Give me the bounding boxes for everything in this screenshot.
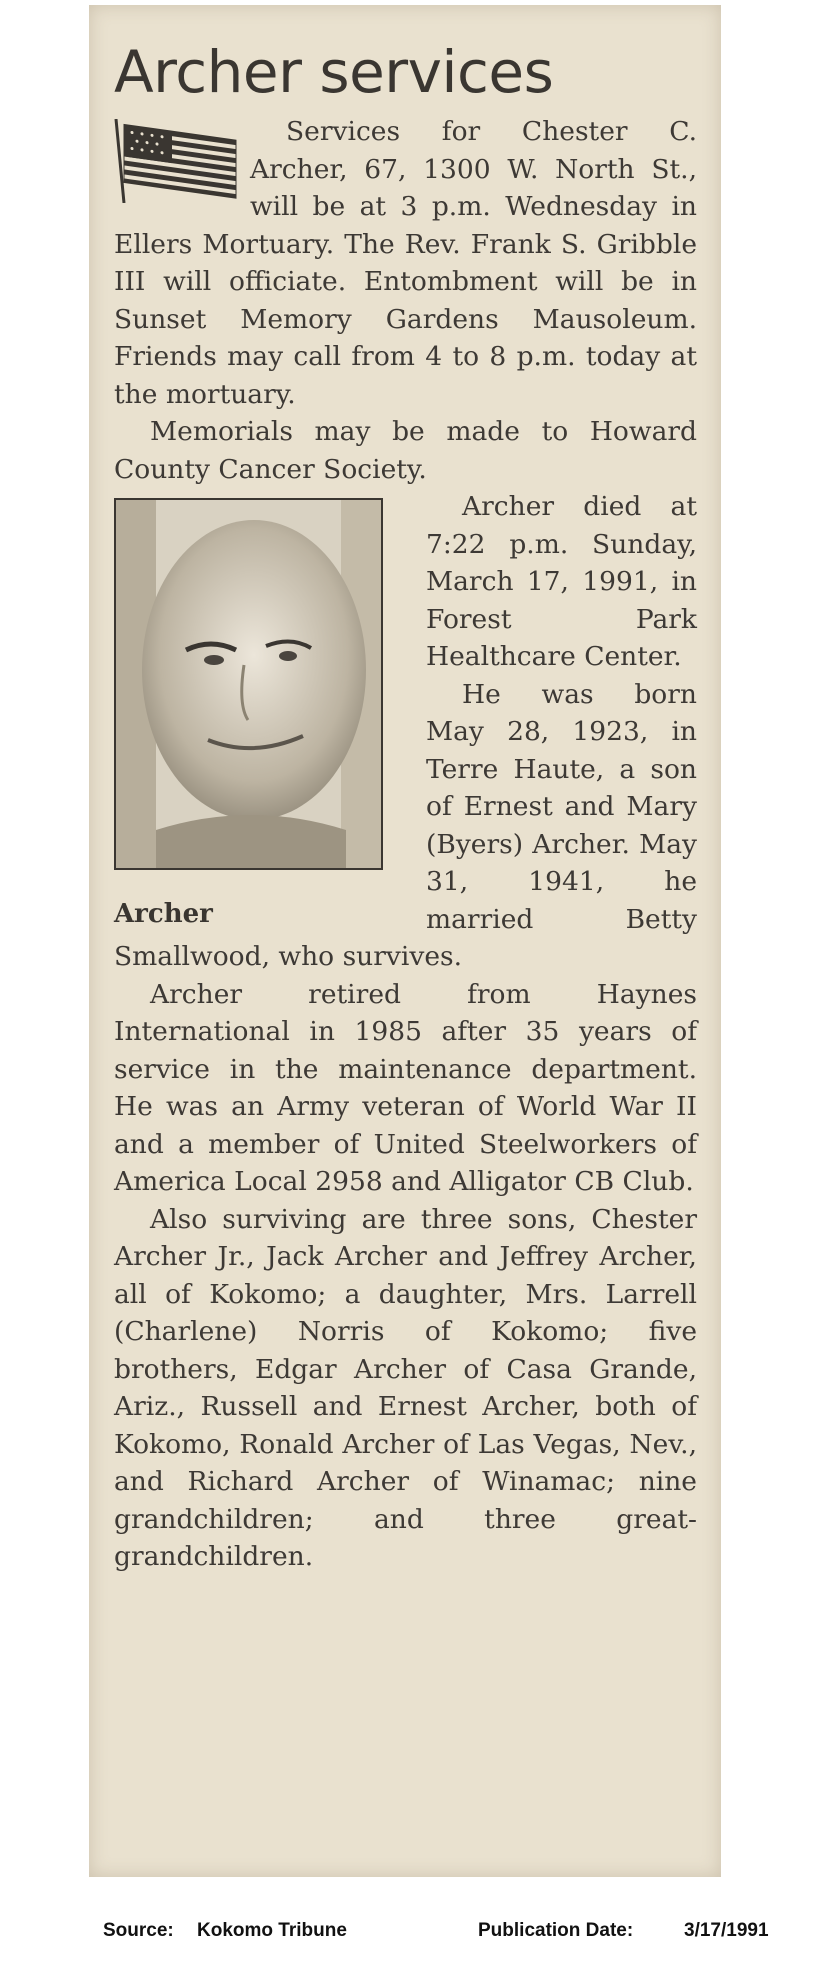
article-body: [114, 113, 697, 1576]
american-flag-icon: [114, 119, 240, 203]
paragraph-memorials: Memorials may be made to Howard County Cancer Society.: [114, 416, 697, 485]
newspaper-clipping: [89, 5, 721, 1877]
paragraph-death: Archer died at 7:22 p.m. Sunday, March 17, 1991, in Forest Park Healthcare Center.: [426, 491, 697, 672]
portrait-photo: [114, 498, 383, 870]
paragraph-birth: He was born May 28, 1923, in Terre Haute, a son of Ernest and Mary (Byers) Archer. May 31, 1941, he married Betty Smallwood, who survives.: [114, 678, 697, 972]
headline: Archer services: [114, 38, 554, 106]
paragraph-career: Archer retired from Haynes International in 1985 after 35 years of service in the maintenance department. He was an Army veteran of World War II and a member of United Steelworkers of America Local 2958 and Alligator CB Club.: [114, 978, 697, 1197]
source-label: Source:: [103, 1920, 174, 1941]
publication-date-value: 3/17/1991: [684, 1920, 769, 1941]
portrait-block: [114, 498, 404, 934]
paragraph-survivors: Also surviving are three sons, Chester Archer Jr., Jack Archer and Jeffrey Archer, all of Kokomo; a daughter, Mrs. Larrell (Charlene) Norris of Kokomo; five brothers, Edgar Archer of Casa Grande, Ariz., Russell and Ernest Archer, both of Kokomo, Ronald Archer of Las Vegas, Nev., and Richard Archer of Winamac; nine grandchildren; and three great-grandchildren.: [114, 1203, 697, 1572]
photo-caption: Archer: [114, 899, 213, 929]
publication-date-label: Publication Date:: [478, 1920, 634, 1941]
source-value: Kokomo Tribune: [197, 1920, 347, 1941]
paragraph-services: Services for Chester C. Archer, 67, 1300 W. North St., will be at 3 p.m. Wednesday in Ellers Mortuary. The Rev. Frank S. Gribble III will officiate. Entombment will be in Sunset Memory Gardens Mausoleum. Friends may call from 4 to 8 p.m. today at the mortuary.: [114, 116, 697, 410]
